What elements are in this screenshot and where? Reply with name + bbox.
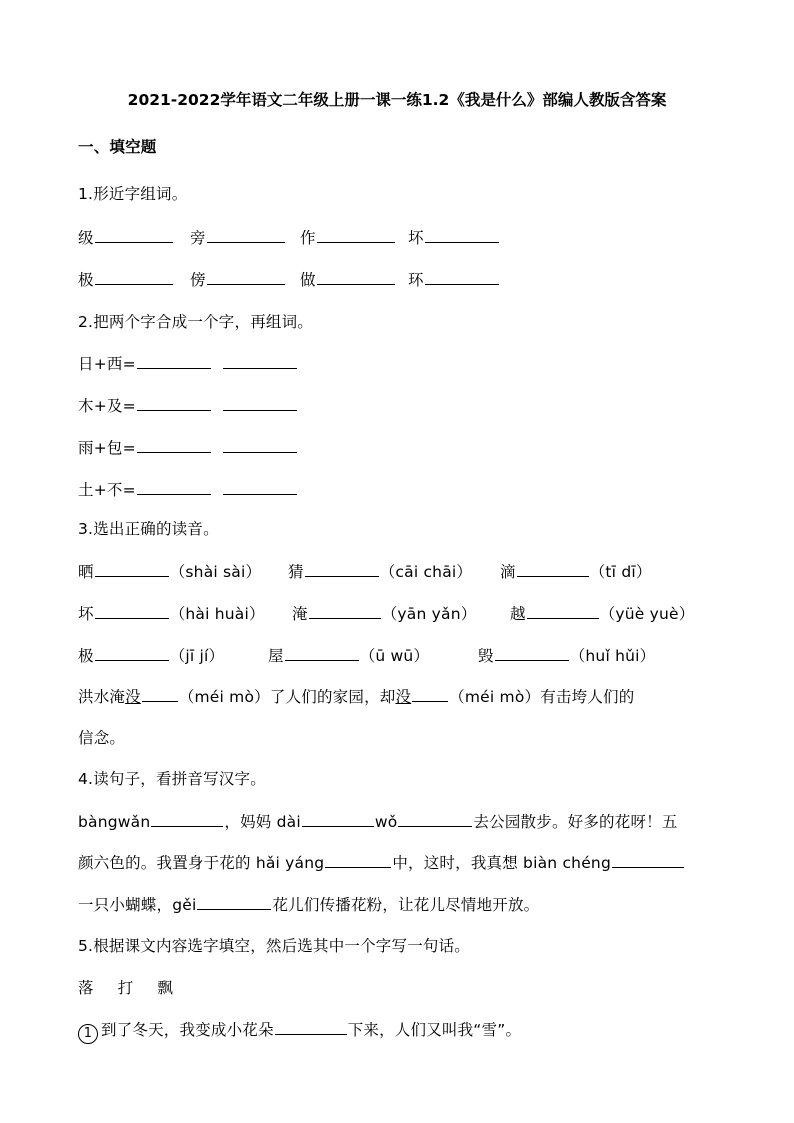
- char: 滴: [500, 563, 516, 581]
- choice-word: 飘: [157, 979, 174, 997]
- char: 毁: [478, 647, 494, 665]
- answer-blank[interactable]: [137, 437, 211, 453]
- pinyin-options: （yān yǎn）: [381, 605, 477, 623]
- section-heading: 一、填空题: [78, 138, 157, 156]
- answer-blank[interactable]: [95, 269, 173, 285]
- answer-blank[interactable]: [151, 811, 223, 827]
- q3-sentence-end: 信念。: [78, 729, 126, 747]
- pinyin: wǒ: [374, 813, 398, 831]
- answer-blank[interactable]: [137, 353, 211, 369]
- char: 极: [78, 271, 94, 289]
- answer-blank[interactable]: [317, 269, 395, 285]
- answer-blank[interactable]: [197, 894, 271, 910]
- sentence-text: 去公园散步。好多的花呀！五: [473, 813, 678, 831]
- q4-line2: [78, 852, 728, 874]
- underlined-char: 没: [125, 688, 141, 706]
- answer-blank[interactable]: [309, 603, 381, 619]
- pinyin-options: （cāi chāi）: [379, 563, 473, 581]
- q2-formula: 土+不=: [78, 481, 136, 499]
- q2-item: [78, 353, 728, 375]
- char: 极: [78, 647, 94, 665]
- answer-blank[interactable]: [137, 395, 211, 411]
- q5-choices: [78, 977, 728, 999]
- q5-item1: [78, 1019, 728, 1044]
- q2-item: [78, 437, 728, 459]
- answer-blank[interactable]: [305, 561, 379, 577]
- q4-prompt: 4.读句子，看拼音写汉字。: [78, 770, 266, 788]
- answer-blank[interactable]: [325, 852, 391, 868]
- char: 坏: [78, 605, 94, 623]
- answer-blank[interactable]: [223, 479, 297, 495]
- char: 越: [510, 605, 526, 623]
- answer-blank[interactable]: [223, 395, 297, 411]
- sentence-text: 一只小蝴蝶，gěi: [78, 896, 197, 914]
- char: 晒: [78, 563, 94, 581]
- circled-number: 1: [78, 1024, 98, 1044]
- answer-blank[interactable]: [142, 686, 178, 702]
- pinyin-options: （tī dī）: [589, 563, 652, 581]
- choice-word: 落: [78, 979, 94, 997]
- answer-blank[interactable]: [275, 1019, 347, 1035]
- pinyin-options: （ū wū）: [359, 647, 430, 665]
- char: 旁: [190, 229, 206, 247]
- char: 傍: [190, 271, 206, 289]
- sentence-text: 下来，人们又叫我“雪”。: [347, 1021, 522, 1039]
- answer-blank[interactable]: [527, 603, 599, 619]
- sentence-text: 花儿们传播花粉，让花儿尽情地开放。: [272, 896, 540, 914]
- answer-blank[interactable]: [137, 479, 211, 495]
- q4-line3: [78, 894, 728, 916]
- pinyin-options: （jī jí）: [169, 647, 225, 665]
- answer-blank[interactable]: [207, 227, 285, 243]
- char: 屋: [268, 647, 284, 665]
- answer-blank[interactable]: [612, 852, 684, 868]
- answer-blank[interactable]: [207, 269, 285, 285]
- answer-blank[interactable]: [412, 686, 448, 702]
- q1-row2: [78, 269, 728, 291]
- answer-blank[interactable]: [425, 227, 499, 243]
- answer-blank[interactable]: [317, 227, 395, 243]
- answer-blank[interactable]: [223, 437, 297, 453]
- char: 级: [78, 229, 94, 247]
- q2-prompt: 2.把两个字合成一个字，再组词。: [78, 313, 313, 331]
- sentence-text: 颜六色的。我置身于花的 hǎi yáng: [78, 854, 325, 872]
- char: 淹: [292, 605, 308, 623]
- pinyin-options: （shài sài）: [169, 563, 262, 581]
- char: 坏: [408, 229, 424, 247]
- sentence-text: 到了冬天，我变成小花朵: [101, 1021, 274, 1039]
- q2-formula: 日+西=: [78, 355, 136, 373]
- char: 做: [300, 271, 316, 289]
- choice-word: 打: [117, 979, 134, 997]
- underlined-char: 没: [395, 688, 412, 706]
- char: 作: [300, 229, 316, 247]
- sentence-text: （méi mò）了人们的家园，却: [178, 688, 396, 706]
- answer-blank[interactable]: [95, 645, 169, 661]
- q1-row1: [78, 227, 728, 249]
- pinyin: bàngwǎn: [78, 813, 151, 831]
- answer-blank[interactable]: [95, 227, 173, 243]
- pinyin-options: （yüè yuè）: [599, 605, 695, 623]
- answer-blank[interactable]: [95, 561, 169, 577]
- q3-row2: [78, 603, 728, 625]
- q3-sentence: [78, 686, 728, 708]
- char: 猜: [288, 563, 304, 581]
- q4-line1: [78, 811, 728, 833]
- answer-blank[interactable]: [425, 269, 499, 285]
- sentence-text: （méi mò）有击垮人们的: [449, 688, 635, 706]
- q5-prompt: 5.根据课文内容选字填空，然后选其中一个字写一句话。: [78, 937, 470, 955]
- answer-blank[interactable]: [223, 353, 297, 369]
- pinyin-options: （huǐ hǔi）: [569, 647, 656, 665]
- answer-blank[interactable]: [398, 811, 472, 827]
- page-title: 2021-2022学年语文二年级上册一课一练1.2《我是什么》部编人教版含答案: [127, 91, 667, 109]
- sentence-text: ，妈妈 dài: [224, 813, 301, 831]
- answer-blank[interactable]: [302, 811, 374, 827]
- answer-blank[interactable]: [517, 561, 589, 577]
- q3-row3: [78, 645, 728, 667]
- q3-prompt: 3.选出正确的读音。: [78, 520, 219, 538]
- q2-item: [78, 479, 728, 501]
- sentence-text: 中，这时，我真想 biàn chéng: [392, 854, 611, 872]
- q3-row1: [78, 561, 728, 583]
- char: 环: [408, 271, 424, 289]
- answer-blank[interactable]: [495, 645, 569, 661]
- sentence-text: 洪水淹: [78, 688, 126, 706]
- answer-blank[interactable]: [285, 645, 359, 661]
- q1-prompt: 1.形近字组词。: [78, 185, 188, 203]
- pinyin-options: （hài huài）: [169, 605, 265, 623]
- q2-formula: 木+及=: [78, 397, 136, 415]
- q2-formula: 雨+包=: [78, 439, 136, 457]
- q2-item: [78, 395, 728, 417]
- answer-blank[interactable]: [95, 603, 169, 619]
